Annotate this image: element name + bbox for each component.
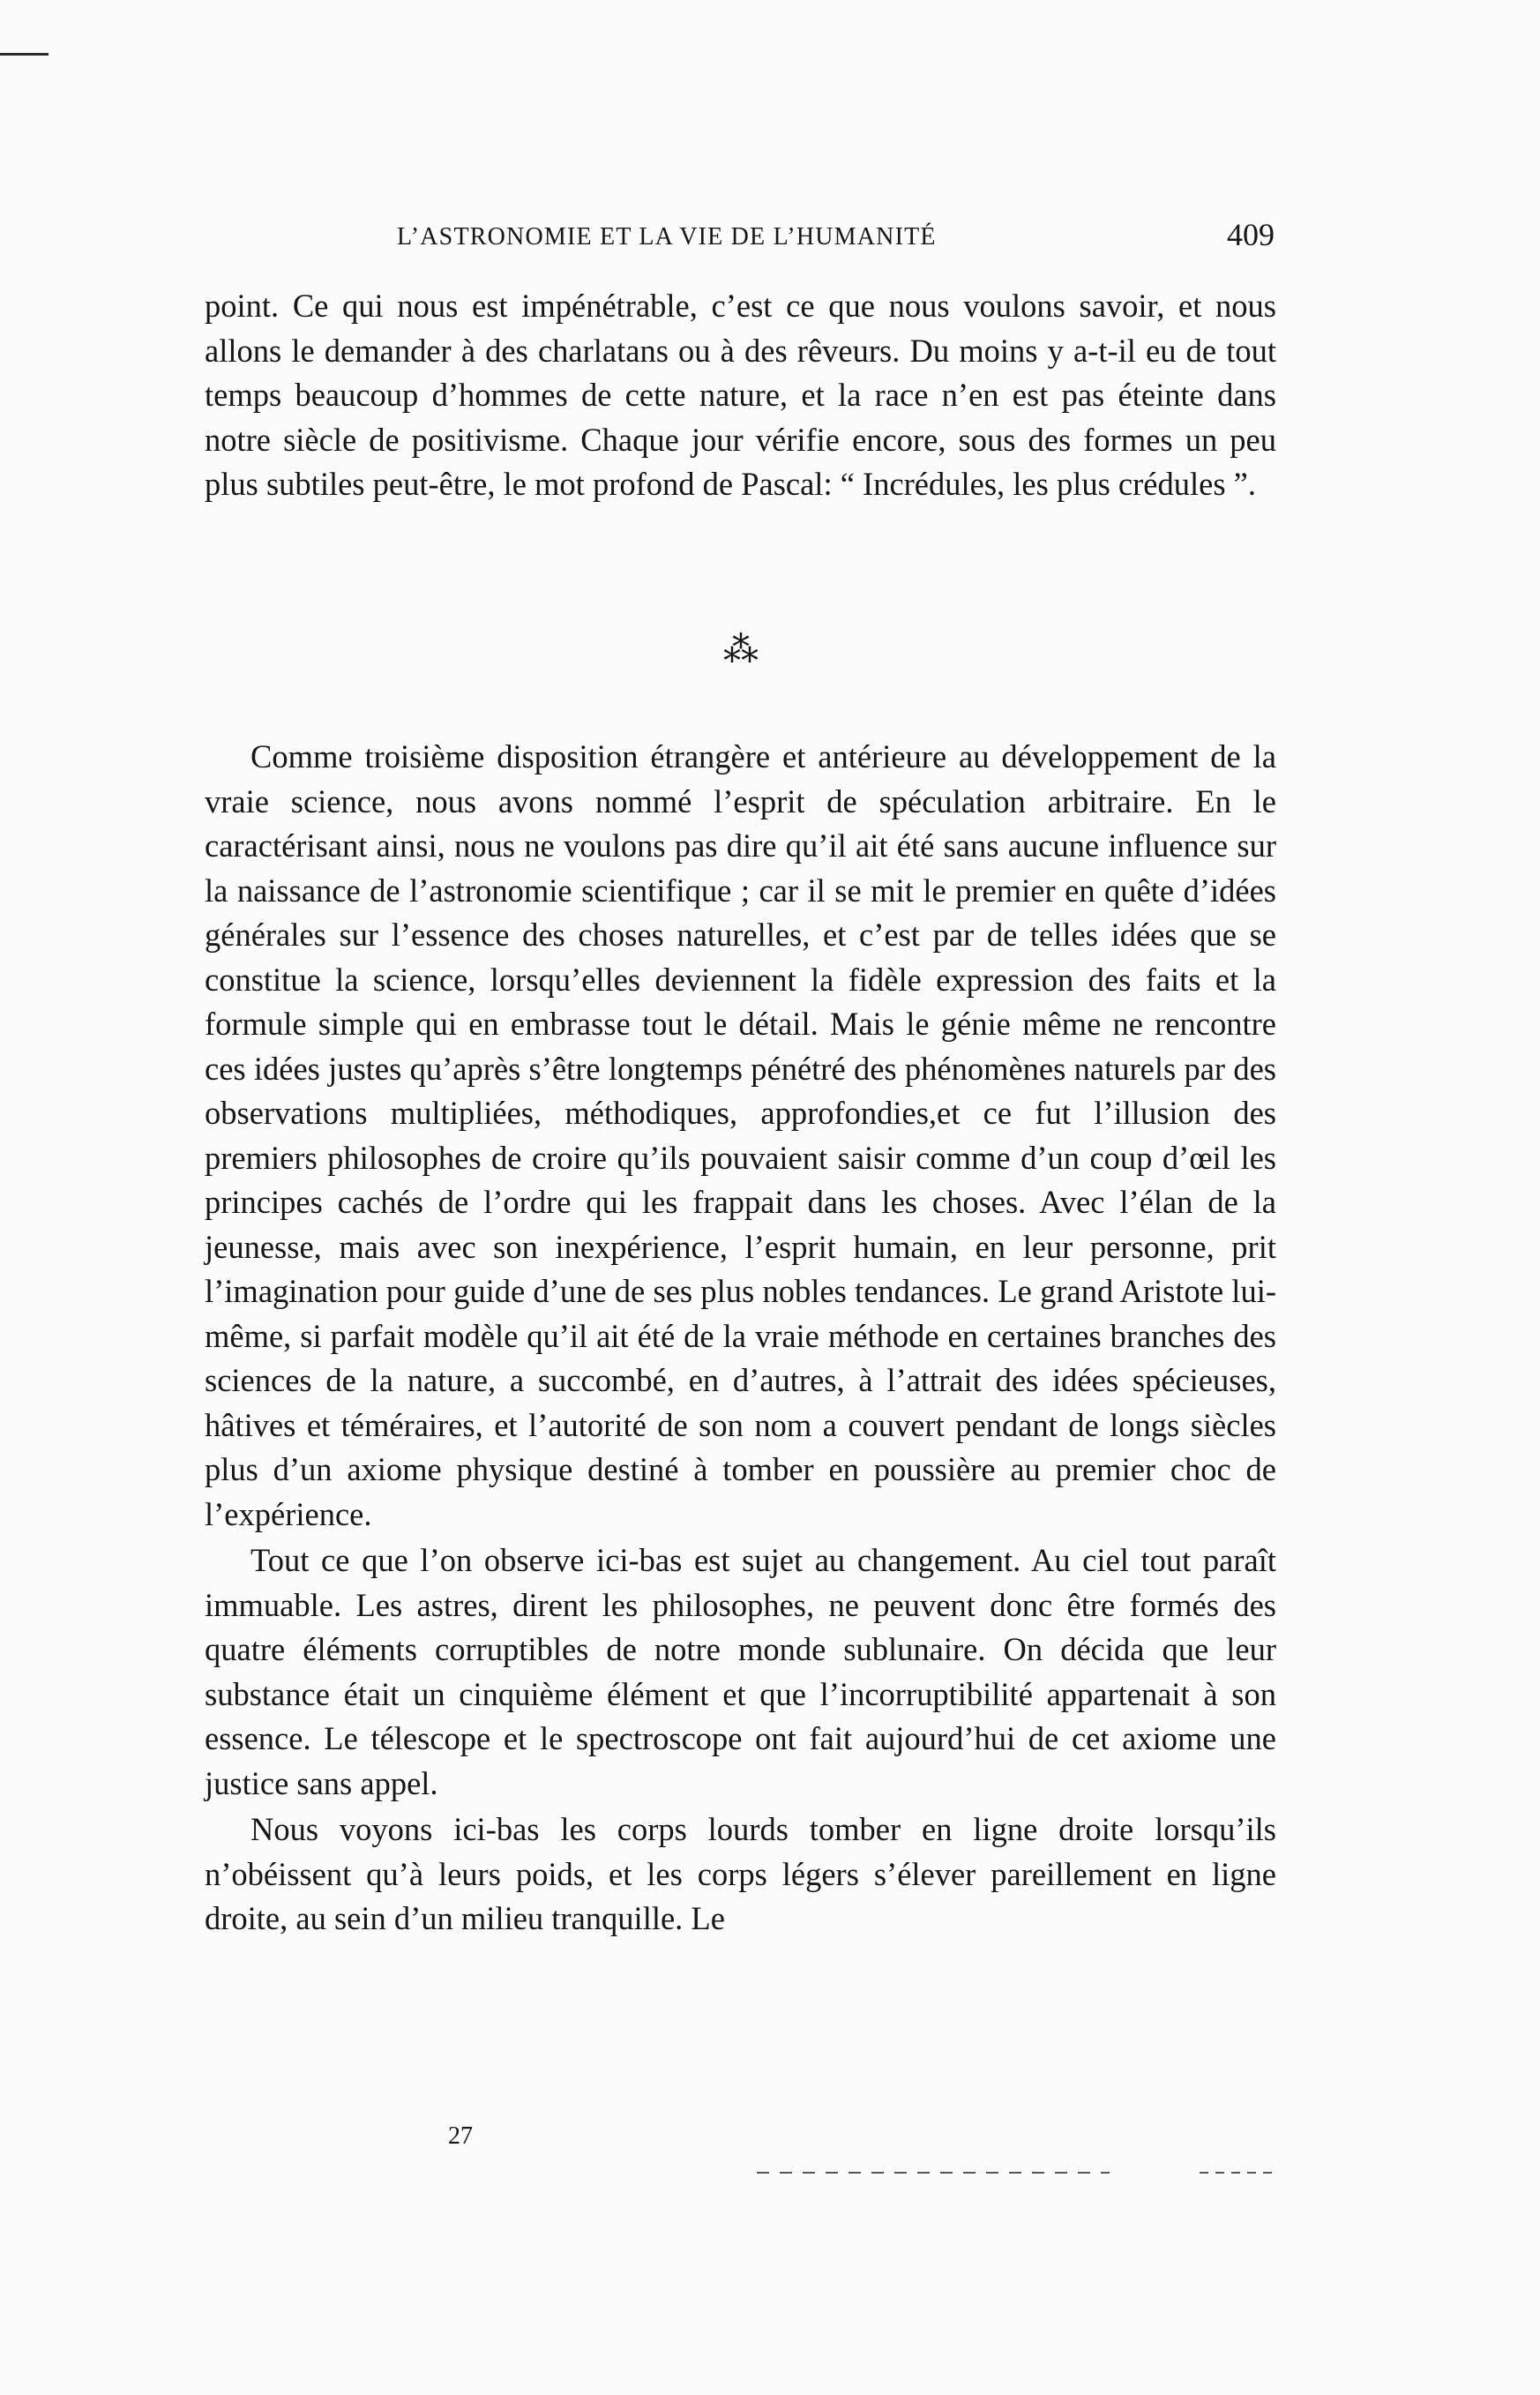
paragraph: Comme troisième disposition étrangère et antérieure au développement de la vraie science, nous avons nommé l’esprit de spéculation arbitraire. En le caractérisant ainsi, nous ne voulons pas dire qu’il ait été sans aucune influence sur la naissance de l’astronomie scientifique ; car il se mit le premier en quête d’idées générales sur l’essence des choses naturelles, et c’est par de telles idées que se constitue la science, lorsqu’elles deviennent la fidèle expression des faits et la formule simple qui en embrasse tout le détail. Mais le génie même ne rencontre ces idées justes qu’après s’être longtemps pénétré des phénomènes naturels par des observations multipliées, méthodiques, approfondies,et ce fut l’illusion des premiers philosophes de croire qu’ils pouvaient saisir comme d’un coup d’œil les principes cachés de l’ordre qui les frappait dans les choses. Avec l’élan de la jeunesse, mais avec son inexpérience, l’esprit humain, en leur personne, prit l’imagination pour guide d’une de ses plus nobles tendances. Le grand Aristote lui-même, si parfait modèle qu’il ait été de la vraie méthode en certaines branches des sciences de la nature, a succombé, en d’autres, à l’attrait des idées spécieuses, hâtives et téméraires, et l’autorité de son nom a couvert pendant de longs siècles plus d’un axiome physique destiné à tomber en poussière au premier choc de l’expérience. [205, 738, 1276, 1532]
text-block-main [205, 735, 1276, 1942]
text-block-top [205, 284, 1276, 507]
running-title: L’ASTRONOMIE ET LA VIE DE L’HUMANITÉ [397, 223, 937, 251]
scan-artifact [757, 2172, 1110, 2174]
page-header [207, 216, 1275, 260]
paragraph: Nous voyons ici-bas les corps lourds tomber en ligne droite lorsqu’ils n’obéissent qu’à leurs poids, et les corps légers s’élever pareillement en ligne droite, au sein d’un milieu tranquille. Le [205, 1811, 1276, 1936]
scan-artifact [1200, 2172, 1277, 2174]
paragraph-continuation: point. Ce qui nous est impénétrable, c’est ce que nous voulons savoir, et nous allons le demander à des charlatans ou à des rêveurs. Du moins y a-t-il eu de tout temps beaucoup d’hommes de cette nature, et la race n’en est pas éteinte dans notre siècle de positivisme. Chaque jour vérifie encore, sous des formes un peu plus subtiles peut-être, le mot profond de Pascal: “ Incrédules, les plus crédules ”. [205, 288, 1276, 502]
page-number: 409 [1227, 217, 1275, 252]
section-break-asterism: ⁂ [723, 630, 759, 670]
signature-mark: 27 [448, 2122, 473, 2150]
paragraph: Tout ce que l’on observe ici-bas est sujet au changement. Au ciel tout paraît immuable. Les astres, dirent les philosophes, ne peuvent donc être formés des quatre éléments corruptibles de notre monde sublunaire. On décida que leur substance était un cinquième élément et que l’incorruptibilité appartenait à son essence. Le télescope et le spectroscope ont fait aujourd’hui de cet axiome une justice sans appel. [205, 1542, 1276, 1801]
scan-artifact [0, 53, 49, 56]
